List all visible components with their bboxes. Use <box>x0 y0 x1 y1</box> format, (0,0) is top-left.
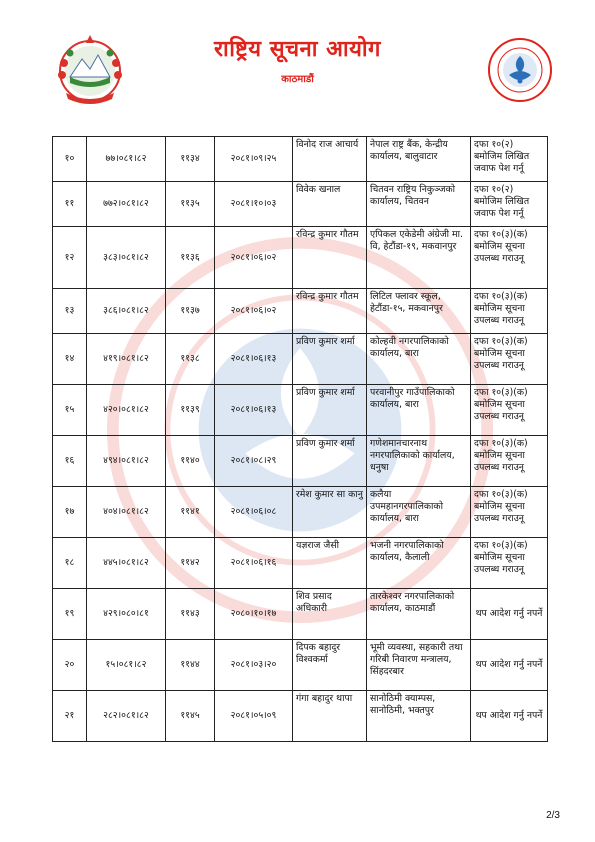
appeal-number-cell: ७७२।०८१।८२ <box>87 182 166 227</box>
decision-date-cell: २०८१।०३।२० <box>215 640 293 691</box>
table-row <box>53 334 548 385</box>
registration-number-cell: ११४१ <box>166 487 215 538</box>
registration-number-cell: ११३८ <box>166 334 215 385</box>
serial-number-cell: ११ <box>53 182 87 227</box>
table-body <box>53 137 548 742</box>
serial-number-cell: १० <box>53 137 87 182</box>
decision-cell: दफा १०(२) बमोजिम लिखित जवाफ पेश गर्नू <box>471 182 548 227</box>
commission-seal-icon <box>487 37 553 103</box>
page-number: 2/3 <box>546 810 560 821</box>
appeal-number-cell: ७७।०८१।८२ <box>87 137 166 182</box>
office-cell: एपिकल एकेडेमी अंग्रेजी मा. वि, हेटौंडा-१९, मकवानपुर <box>367 227 471 289</box>
table-row <box>53 182 548 227</box>
serial-number-cell: १३ <box>53 289 87 334</box>
appeal-number-cell: ३८६।०८१।८२ <box>87 289 166 334</box>
table-row <box>53 436 548 487</box>
registration-number-cell: ११४० <box>166 436 215 487</box>
table-row <box>53 227 548 289</box>
decision-date-cell: २०८१।०६।१३ <box>215 334 293 385</box>
office-cell: सानोठिमी क्याम्पस, सानोठिमी, भक्तपुर <box>367 691 471 742</box>
appeal-number-cell: ४१९।०८१।८२ <box>87 334 166 385</box>
decision-date-cell: २०८१।०६।०८ <box>215 487 293 538</box>
office-cell: नेपाल राष्ट्र बैंक, केन्द्रीय कार्यालय, बालुवाटार <box>367 137 471 182</box>
appeal-number-cell: ३८३।०८१।८२ <box>87 227 166 289</box>
page-title: राष्ट्रिय सूचना आयोग <box>214 37 381 62</box>
table-row <box>53 538 548 589</box>
page-subtitle: काठमाडौं <box>281 74 314 85</box>
office-cell: तारकेश्वर नगरपालिकाको कार्यालय, काठमाडौं <box>367 589 471 640</box>
registration-number-cell: ११३६ <box>166 227 215 289</box>
registration-number-cell: ११४४ <box>166 640 215 691</box>
registration-number-cell: ११४३ <box>166 589 215 640</box>
applicant-name-cell: रविन्द्र कुमार गौतम <box>293 289 367 334</box>
serial-number-cell: १८ <box>53 538 87 589</box>
serial-number-cell: १९ <box>53 589 87 640</box>
decision-cell: थप आदेश गर्नु नपर्ने <box>471 589 548 640</box>
applicant-name-cell: रमेश कुमार सा कानु <box>293 487 367 538</box>
decision-date-cell: २०८१।०५।०९ <box>215 691 293 742</box>
table-row <box>53 487 548 538</box>
appeal-number-cell: ४४५।०८१।८२ <box>87 538 166 589</box>
decision-cell: थप आदेश गर्नु नपर्ने <box>471 691 548 742</box>
serial-number-cell: २० <box>53 640 87 691</box>
decision-cell: दफा १०(३)(क) बमोजिम सूचना उपलब्ध गराउनू <box>471 334 548 385</box>
appeal-number-cell: ४२९।०८०।८१ <box>87 589 166 640</box>
decision-cell: दफा १०(३)(क) बमोजिम सूचना उपलब्ध गराउनू <box>471 227 548 289</box>
appeal-number-cell: ४९४।०८१।८२ <box>87 436 166 487</box>
table-row <box>53 137 548 182</box>
applicant-name-cell: गंगा बहादुर थापा <box>293 691 367 742</box>
decision-date-cell: २०८१।०९।२५ <box>215 137 293 182</box>
table-row <box>53 589 548 640</box>
office-cell: लिटिल फ्लावर स्कूल, हेटौंडा-१५, मकवानपुर <box>367 289 471 334</box>
serial-number-cell: १६ <box>53 436 87 487</box>
decision-date-cell: २०८१।०६।०२ <box>215 227 293 289</box>
registration-number-cell: ११३५ <box>166 182 215 227</box>
applicant-name-cell: प्रविण कुमार शर्मा <box>293 334 367 385</box>
decision-cell: दफा १०(३)(क) बमोजिम सूचना उपलब्ध गराउनू <box>471 436 548 487</box>
decision-cell: थप आदेश गर्नु नपर्ने <box>471 640 548 691</box>
office-cell: कोल्हवी नगरपालिकाको कार्यालय, बारा <box>367 334 471 385</box>
serial-number-cell: १५ <box>53 385 87 436</box>
appeal-number-cell: ४२०।०८१।८२ <box>87 385 166 436</box>
decision-cell: दफा १०(३)(क) बमोजिम सूचना उपलब्ध गराउनू <box>471 538 548 589</box>
applicant-name-cell: विनोद राज आचार्य <box>293 137 367 182</box>
decision-date-cell: २०८०।१०।१७ <box>215 589 293 640</box>
registration-number-cell: ११३७ <box>166 289 215 334</box>
decision-date-cell: २०८१।०६।०२ <box>215 289 293 334</box>
serial-number-cell: १४ <box>53 334 87 385</box>
table-row <box>53 691 548 742</box>
registration-number-cell: ११४२ <box>166 538 215 589</box>
serial-number-cell: १२ <box>53 227 87 289</box>
appeal-number-cell: २८२।०८१।८२ <box>87 691 166 742</box>
decision-date-cell: २०८१।०६।१६ <box>215 538 293 589</box>
registration-number-cell: ११४५ <box>166 691 215 742</box>
appeal-decision-table <box>52 136 548 742</box>
appeal-number-cell: १५।०८१।८२ <box>87 640 166 691</box>
applicant-name-cell: दिपक बहादुर विश्वकर्मा <box>293 640 367 691</box>
decision-cell: दफा १०(३)(क) बमोजिम सूचना उपलब्ध गराउनू <box>471 289 548 334</box>
office-cell: गणेशमानचारनाथ नगरपालिकाको कार्यालय, धनुषा <box>367 436 471 487</box>
decision-cell: दफा १०(२) बमोजिम लिखित जवाफ पेश गर्नू <box>471 137 548 182</box>
office-cell: चितवन राष्ट्रिय निकुञ्जको कार्यालय, चितवन <box>367 182 471 227</box>
office-cell: भूमी व्यवस्था, सहकारी तथा गरिबी निवारण मन्त्रालय, सिंहदरबार <box>367 640 471 691</box>
office-cell: परवानीपुर गाउँपालिकाको कार्यालय, बारा <box>367 385 471 436</box>
applicant-name-cell: यज्ञराज जैसी <box>293 538 367 589</box>
decision-cell: दफा १०(३)(क) बमोजिम सूचना उपलब्ध गराउनू <box>471 385 548 436</box>
registration-number-cell: ११३४ <box>166 137 215 182</box>
decision-date-cell: २०८१।०८।२९ <box>215 436 293 487</box>
office-cell: भजनी नगरपालिकाको कार्यालय, कैलाली <box>367 538 471 589</box>
table-row <box>53 640 548 691</box>
table-row <box>53 289 548 334</box>
serial-number-cell: १७ <box>53 487 87 538</box>
registration-number-cell: ११३९ <box>166 385 215 436</box>
applicant-name-cell: रविन्द्र कुमार गौतम <box>293 227 367 289</box>
applicant-name-cell: प्रविण कुमार शर्मा <box>293 436 367 487</box>
applicant-name-cell: विवेक खनाल <box>293 182 367 227</box>
office-cell: कलैया उपमहानगरपालिकाको कार्यालय, बारा <box>367 487 471 538</box>
applicant-name-cell: प्रविण कुमार शर्मा <box>293 385 367 436</box>
decision-date-cell: २०८१।०६।१३ <box>215 385 293 436</box>
decision-date-cell: २०८१।१०।०३ <box>215 182 293 227</box>
page-header <box>0 0 595 120</box>
decision-cell: दफा १०(३)(क) बमोजिम सूचना उपलब्ध गराउनू <box>471 487 548 538</box>
appeal-number-cell: ४०४।०८१।८२ <box>87 487 166 538</box>
applicant-name-cell: शिव प्रसाद अधिकारी <box>293 589 367 640</box>
serial-number-cell: २१ <box>53 691 87 742</box>
table-row <box>53 385 548 436</box>
